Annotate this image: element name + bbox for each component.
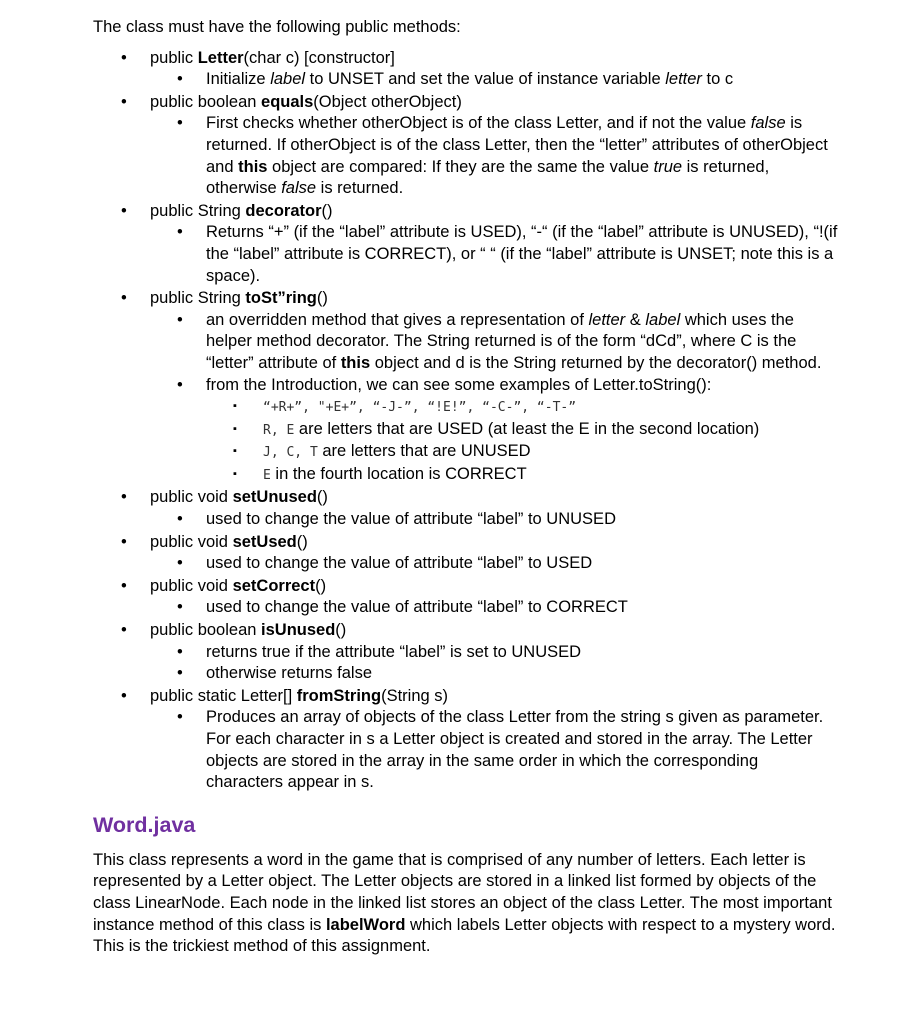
method-name: decorator xyxy=(245,201,322,220)
method-desc: • returns true if the attribute “label” is set to UNUSED xyxy=(177,642,582,661)
method-desc: • otherwise returns false xyxy=(177,664,372,683)
method-name: toSt”ring xyxy=(245,289,317,308)
section-paragraph: This class represents a word in the game that is comprised of any number of letters. Each letter is represented by a Letter object. The Letter objects are stored in a linked list formed by objects of the class LinearNode. Each node in the linked list stores an object of the class Letter. The most important instance method of this class is labelWord which labels Letter objects with respect to a mystery word. This is the trickiest method of this assignment. xyxy=(93,850,836,956)
example-item: ▪ “+R+”, "+E+”, “-J-”, “!E!”, “-C-”, “-T-” xyxy=(233,400,577,416)
method-name: setUnused xyxy=(232,488,317,507)
method-letter: • public Letter(char c) [constructor] • Initialize label to UNSET and set the value of instance variable letter to c xyxy=(93,48,838,91)
method-desc: • an overridden method that gives a representation of letter & label which uses the helper method decorator. The String returned is of the form “dCd”, where C is the “letter” attribute of this object and d is the String returned by the decorator() method. xyxy=(177,310,822,372)
method-name: Letter xyxy=(197,48,244,67)
method-decorator: • public String decorator() • Returns “+” (if the “label” attribute is USED), “-“ (if the “label” attribute is UNUSED), “!(if the “label” attribute is CORRECT), or “ “ (if the “label” attribute is UNSET; note this is a space). xyxy=(93,201,838,287)
method-desc: • Initialize label to UNSET and set the value of instance variable letter to c xyxy=(177,70,734,89)
bullet: • xyxy=(121,48,127,67)
method-setunused: • public void setUnused() • used to change the value of attribute “label” to UNUSED xyxy=(93,487,838,530)
method-desc: • used to change the value of attribute “label” to UNUSED xyxy=(177,510,616,529)
method-setused: • public void setUsed() • used to change the value of attribute “label” to USED xyxy=(93,532,838,575)
method-desc: • from the Introduction, we can see some examples of Letter.toString(): ▪ “+R+”, "+E+”, “-J-”, “!E!”, “-C-”, “-T-” ▪ R, E are letters that are USED (at least the E in the second location) ▪ J, C, T are letters that are UNUSED ▪ E in the fourth location is CORRECT xyxy=(93,375,838,487)
method-name: setUsed xyxy=(232,532,297,551)
example-item: ▪ J, C, T are letters that are UNUSED xyxy=(233,442,531,461)
section-heading: Word.java xyxy=(93,812,196,837)
method-isunused: • public boolean isUnused() • returns true if the attribute “label” is set to UNUSED • otherwise returns false xyxy=(93,620,838,685)
method-name: isUnused xyxy=(261,621,336,640)
method-desc: • First checks whether otherObject is of the class Letter, and if not the value false is returned. If otherObject is of the class Letter, then the “letter” attributes of otherObject and this object are compared: If they are the same the value true is returned, otherwise false is returned. xyxy=(177,114,828,198)
example-item: ▪ R, E are letters that are USED (at least the E in the second location) xyxy=(233,419,760,438)
method-fromstring: • public static Letter[] fromString(String s) • Produces an array of objects of the class Letter from the string s given as parameter. For each character in s a Letter object is created and stored in the array. The Letter objects are stored in the array in the same order in which the corresponding characters appear in s. xyxy=(93,686,838,794)
method-desc: • Produces an array of objects of the class Letter from the string s given as parameter. For each character in s a Letter object is created and stored in the array. The Letter objects are stored in the array in the same order in which the corresponding characters appear in s. xyxy=(177,708,824,792)
method-list xyxy=(93,48,838,794)
method-desc: • used to change the value of attribute “label” to CORRECT xyxy=(177,598,628,617)
method-name: fromString xyxy=(296,686,382,705)
method-tostring: • public String toSt”ring() • an overridden method that gives a representation of letter & label which uses the helper method decorator. The String returned is of the form “dCd”, where C is the “letter” attribute of this object and d is the String returned by the decorator() method. • from the Introduction, we can see some examples of Letter.toString(): ▪ “+R+”, "+E+”, “-J-”, “!E!”, “-C-”, “-T-” ▪ R, E are letters that are USED (at least the E in the second location) ▪ J, C, T are letters that are UNUSED ▪ E in the fourth location is CORRECT xyxy=(93,288,838,486)
example-item: ▪ E in the fourth location is CORRECT xyxy=(233,464,527,483)
method-setcorrect: • public void setCorrect() • used to change the value of attribute “label” to CORRECT xyxy=(93,576,838,619)
method-desc: • used to change the value of attribute “label” to USED xyxy=(177,554,593,573)
document-page xyxy=(93,17,838,958)
method-desc: • Returns “+” (if the “label” attribute is USED), “-“ (if the “label” attribute is UNUSED), “!(if the “label” attribute is CORRECT), or “ “ (if the “label” attribute is UNSET; note this is a space). xyxy=(177,223,838,285)
method-equals: • public boolean equals(Object otherObject) • First checks whether otherObject is of the class Letter, and if not the value false is returned. If otherObject is of the class Letter, then the “letter” attributes of otherObject and this object are compared: If they are the same the value true is returned, otherwise false is returned. xyxy=(93,92,838,200)
method-name: equals xyxy=(261,92,314,111)
intro-text: The class must have the following public methods: xyxy=(93,18,461,36)
method-name: setCorrect xyxy=(232,576,316,595)
